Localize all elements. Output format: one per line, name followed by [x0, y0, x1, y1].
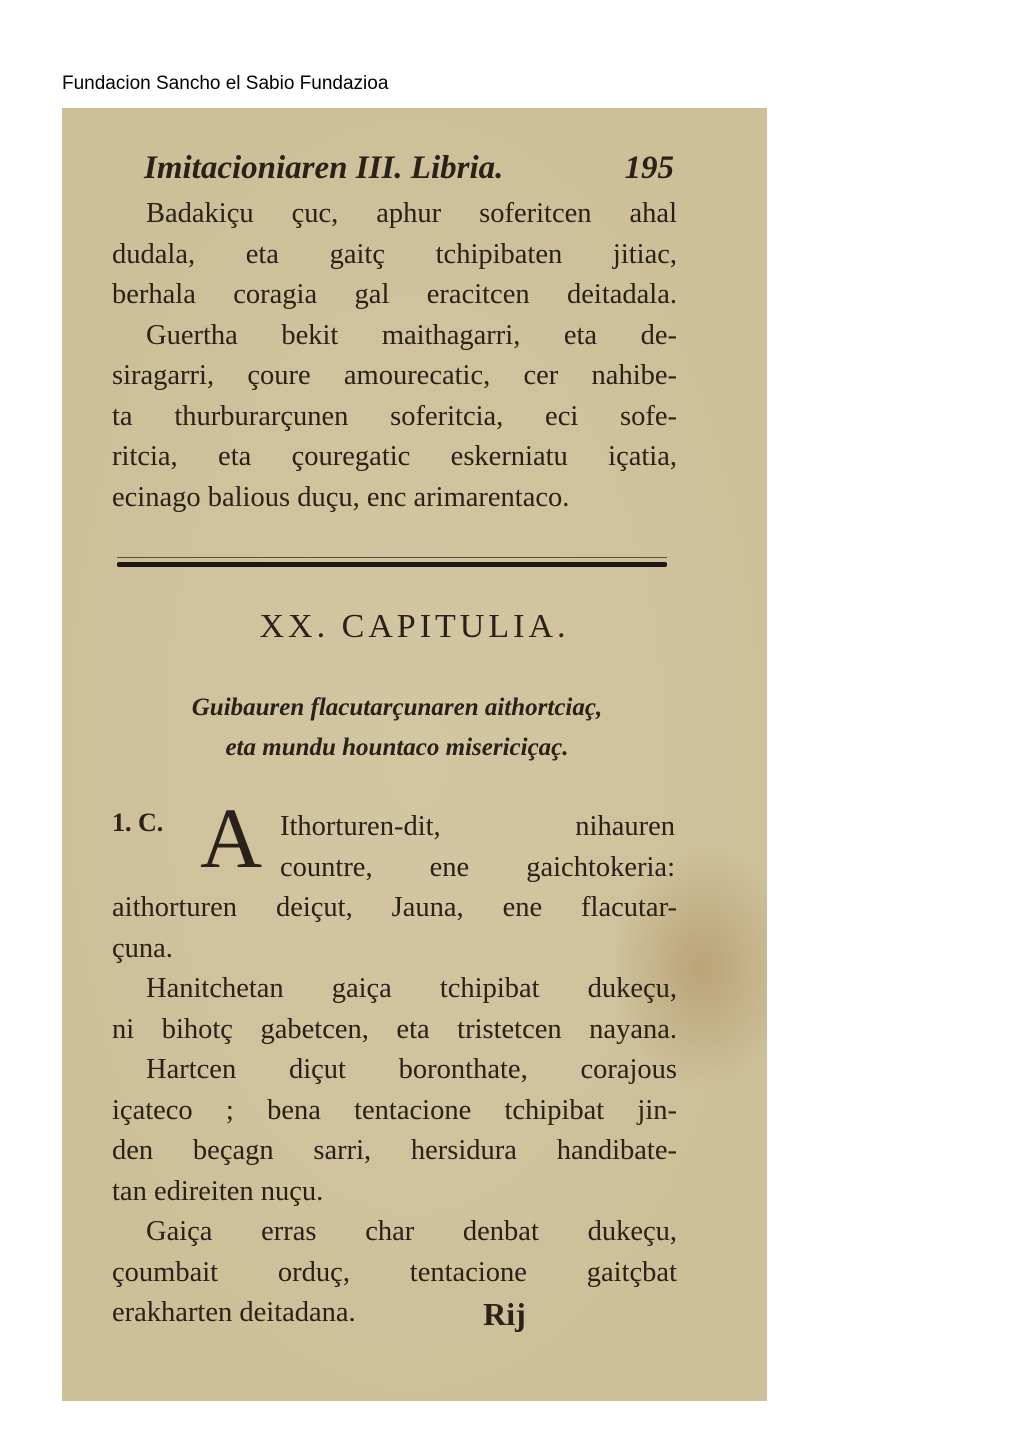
chapter-subtitle — [117, 688, 677, 768]
text-line: aithorturen deiçut, Jauna, ene flacutar- — [112, 892, 677, 923]
text-line: Hanitchetan gaiça tchipibat dukeçu, — [146, 973, 677, 1004]
source-label: Fundacion Sancho el Sabio Fundazioa — [62, 73, 389, 94]
text-line: çoumbait orduç, tentacione gaitçbat — [112, 1256, 677, 1288]
text-line: tan edireiten nuçu. — [112, 1175, 324, 1207]
divider-rule — [117, 562, 667, 567]
text-line: ecinago balious duçu, enc arimarentaco. — [112, 481, 570, 513]
text-line: siragarri, çoure amourecatic, cer nahibe- — [112, 360, 677, 391]
text-line: Guertha bekit maithagarri, eta de- — [146, 319, 677, 351]
text-line: den beçagn sarri, hersidura handibate- — [112, 1135, 677, 1166]
page-number: 195 — [624, 150, 674, 186]
opening-text — [112, 194, 677, 518]
text-line: ritcia, eta çouregatic eskerniatu içatia, — [112, 441, 677, 472]
text-line: içateco ; bena tentacione tchipibat jin- — [112, 1094, 677, 1126]
text-line: countre, ene gaichtokeria: — [280, 851, 675, 883]
text-line: berhala coragia gal eracitcen deitadala. — [112, 279, 677, 310]
chapter-title: XX. CAPITULIA. — [259, 608, 570, 645]
signature-mark: Rij — [483, 1296, 526, 1332]
text-line: Gaiça erras char denbat dukeçu, — [146, 1216, 677, 1247]
verse-mark: 1. C. — [112, 808, 164, 837]
text-line: dudala, eta gaitç tchipibaten jitiac, — [112, 238, 677, 270]
drop-cap: A — [200, 790, 263, 886]
divider-thin — [117, 557, 667, 558]
chapter-body — [112, 888, 677, 1334]
running-title: Imitacioniaren III. Libria. — [144, 150, 504, 186]
subtitle-line: Guibauren flacutarçunaren aithortciaç, — [191, 694, 603, 721]
text-line: çuna. — [112, 932, 173, 964]
running-head — [144, 150, 674, 187]
drop-cap-lines — [280, 807, 675, 888]
text-line: ta thurburarçunen soferitcia, eci sofe- — [112, 400, 677, 432]
scanned-page — [62, 108, 767, 1401]
subtitle-line: eta mundu hountaco misericiçaç. — [225, 734, 569, 761]
text-line: ni bihotç gabetcen, eta tristetcen nayana. — [112, 1013, 677, 1045]
text-line: Hartcen diçut boronthate, corajous — [146, 1054, 677, 1085]
text-line: Ithorturen-dit, nihauren — [280, 811, 675, 842]
text-line: erakharten deitadana. — [112, 1297, 356, 1328]
text-line: Badakiçu çuc, aphur soferitcen ahal — [146, 198, 677, 229]
